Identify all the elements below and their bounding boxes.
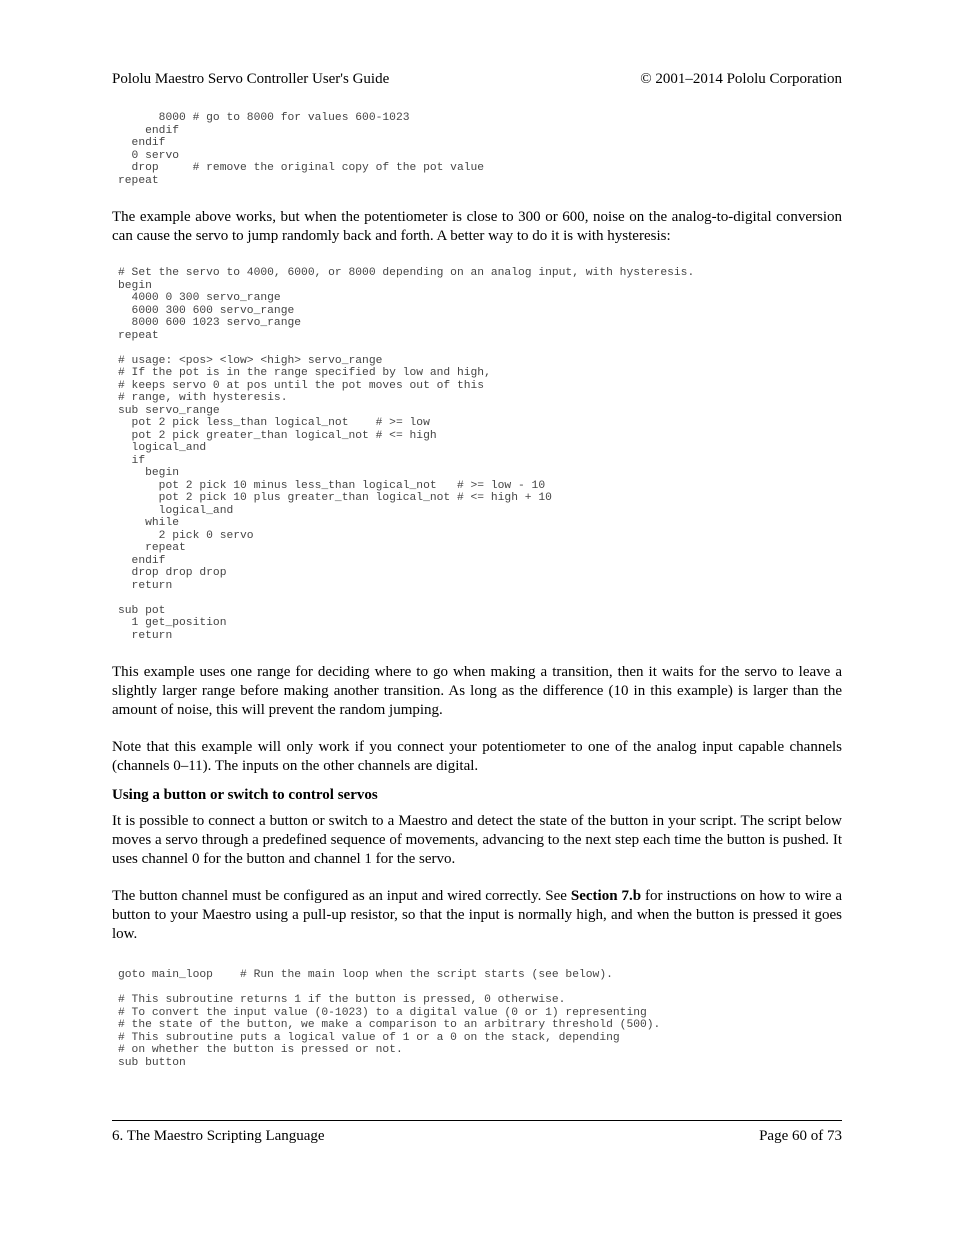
section-7b-link[interactable]: Section 7.b	[570, 888, 642, 904]
section-heading-button: Using a button or switch to control servos	[112, 787, 378, 803]
code-block-end-of-example: 8000 # go to 8000 for values 600-1023 endif endif 0 servo drop # remove the original copy of the pot value repeat	[118, 112, 485, 187]
code-block-button: goto main_loop # Run the main loop when the script starts (see below). # This subroutine returns 1 if the button is pressed, 0 otherwise. # To convert the input value (0-1023) to a digital value (0 or 1) representing # the state of the button, we make a comparison to an arbitrary threshold (500). # This subroutine puts a logical value of 1 or a 0 on the stack, depending # on whether the button is pressed or not. sub button	[118, 969, 661, 1069]
page-body	[112, 112, 842, 1069]
running-header-title: Pololu Maestro Servo Controller User's Guide	[112, 71, 390, 87]
paragraph-analog-channels-note: Note that this example will only work if you connect your potentiometer to one of the analog input capable channels (channels 0–11). The inputs on the other channels are digital.	[112, 739, 842, 774]
footer-divider	[112, 1120, 842, 1121]
paragraph-button-wiring: The button channel must be configured as an input and wired correctly. See Section 7.b for instructions on how to wire a button to your Maestro using a pull-up resistor, so that the input is normally high, and when the button is pressed it goes low.	[112, 888, 842, 942]
paragraph-hysteresis-intro: The example above works, but when the potentiometer is close to 300 or 600, noise on the analog-to-digital conversion can cause the servo to jump randomly back and forth. A better way to do it is with hysteresis:	[112, 209, 842, 244]
running-header-copyright: © 2001–2014 Pololu Corporation	[640, 71, 842, 87]
footer-page-number: Page 60 of 73	[759, 1128, 842, 1144]
paragraph-hysteresis-explanation: This example uses one range for deciding where to go when making a transition, then it waits for the servo to leave a slightly larger range before making another transition. As long as the difference (10 in this example) is larger than the amount of noise, this will prevent the random jumping.	[112, 664, 842, 718]
code-block-hysteresis: # Set the servo to 4000, 6000, or 8000 depending on an analog input, with hysteresis. begin 4000 0 300 servo_range 6000 300 600 servo_range 8000 600 1023 servo_range repeat # usage: <pos> <low> <high> servo_range # If the pot is in the range specified by low and high, # keeps servo 0 at pos until the pot moves out of this # range, with hysteresis. sub servo_range pot 2 pick less_than logical_not # >= low pot 2 pick greater_than logical_not # <= high logical_and if begin pot 2 pick 10 minus less_than logical_not # >= low - 10 pot 2 pick 10 plus greater_than logical_not # <= high + 10 logical_and while 2 pick 0 servo repeat endif drop drop drop return sub pot 1 get_position return	[118, 267, 695, 642]
footer-chapter-title: 6. The Maestro Scripting Language	[112, 1128, 325, 1144]
paragraph-button-intro: It is possible to connect a button or switch to a Maestro and detect the state of the button in your script. The script below moves a servo through a predefined sequence of movements, advancing to the next step each time the button is pushed. It uses channel 0 for the button and channel 1 for the servo.	[112, 813, 842, 867]
